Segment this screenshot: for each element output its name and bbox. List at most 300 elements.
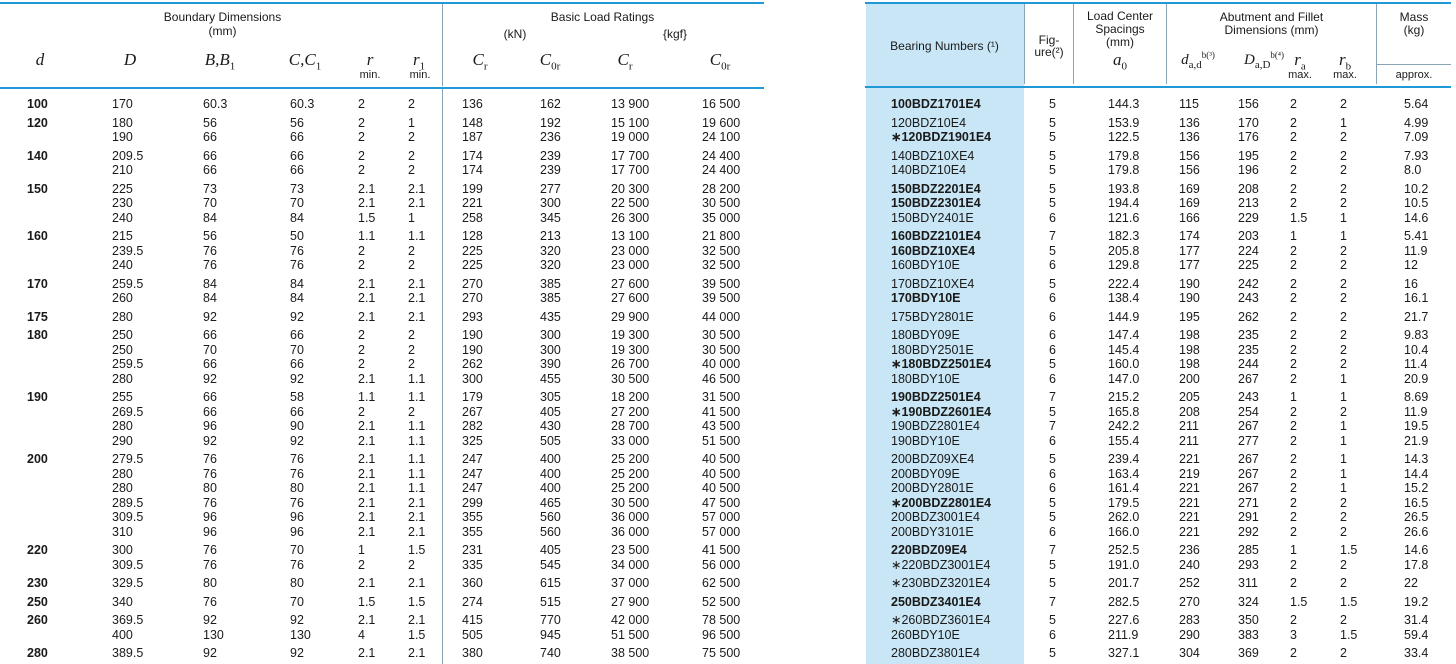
cell-fig: 5 — [1049, 646, 1056, 660]
cell-ra: 2 — [1290, 510, 1297, 524]
cell-Da: 195 — [1238, 148, 1259, 163]
table-row — [865, 182, 1451, 196]
cell-D: 190 — [112, 130, 133, 144]
cell-Cr: 355 — [462, 510, 483, 524]
cell-bn: ∗120BDZ1901E4 — [891, 130, 992, 144]
cell-C0rk: 51 500 — [702, 433, 741, 448]
cell-Da: 267 — [1238, 481, 1259, 495]
cell-ra: 2 — [1290, 371, 1297, 386]
table-row — [0, 277, 764, 291]
cell-r: 2.1 — [358, 419, 376, 433]
cell-r1: 1.1 — [408, 390, 426, 404]
cell-B: 60.3 — [203, 97, 228, 111]
cell-C: 66 — [290, 328, 304, 342]
table-row — [0, 434, 764, 448]
cell-d: 220 — [27, 543, 48, 557]
cell-bn: ∗220BDZ3001E4 — [891, 557, 991, 572]
cell-B: 76 — [203, 557, 217, 572]
cell-rb: 1 — [1340, 115, 1347, 130]
cell-B: 66 — [203, 404, 217, 419]
cell-r1: 1 — [408, 210, 415, 225]
cell-C: 70 — [290, 543, 304, 557]
cell-d: 230 — [27, 576, 48, 590]
cell-r: 2.1 — [358, 196, 376, 210]
table-row — [865, 211, 1451, 225]
cell-Crk: 23 000 — [611, 258, 650, 272]
cell-fig: 5 — [1049, 97, 1056, 111]
cell-bn: ∗190BDZ2601E4 — [891, 404, 992, 419]
cell-Crk: 38 500 — [611, 646, 650, 660]
cell-D: 240 — [112, 258, 133, 272]
cell-C0r: 390 — [540, 357, 561, 371]
cell-Cr: 267 — [462, 404, 483, 419]
table-row — [0, 419, 764, 433]
cell-fig: 7 — [1049, 543, 1056, 557]
cell-r: 2.1 — [358, 646, 376, 660]
cell-bn: 160BDY10E — [891, 258, 960, 272]
cell-fig: 6 — [1049, 433, 1056, 448]
cell-Cr: 190 — [462, 342, 483, 357]
cell-Da: 369 — [1238, 646, 1259, 660]
cell-bn: 100BDZ1701E4 — [891, 97, 981, 111]
cell-r: 2.1 — [358, 576, 376, 590]
cell-fig: 6 — [1049, 309, 1056, 324]
cell-ra: 2 — [1290, 576, 1297, 590]
cell-Da: 285 — [1238, 543, 1259, 557]
cell-da: 198 — [1179, 342, 1200, 357]
cell-d: 100 — [27, 97, 48, 111]
cell-r: 2.1 — [358, 510, 376, 524]
cell-mass: 9.83 — [1404, 328, 1429, 342]
cell-Crk: 26 300 — [611, 210, 650, 225]
cell-Da: 235 — [1238, 342, 1259, 357]
cell-Cr: 148 — [462, 115, 483, 130]
cell-fig: 6 — [1049, 481, 1056, 495]
cell-mass: 12 — [1404, 258, 1418, 272]
cell-d: 175 — [27, 309, 48, 324]
cell-da: 221 — [1179, 495, 1200, 510]
cell-fig: 5 — [1049, 196, 1056, 210]
cell-Cr: 293 — [462, 309, 483, 324]
cell-rb: 2 — [1340, 291, 1347, 305]
cell-rb: 2 — [1340, 181, 1347, 196]
cell-fig: 7 — [1049, 390, 1056, 404]
cell-da: 198 — [1179, 357, 1200, 371]
cell-a0: 153.9 — [1108, 115, 1140, 130]
col-Cr-kgf: $C_r$ — [617, 50, 633, 73]
cell-r: 1.1 — [358, 229, 376, 243]
cell-ra: 2 — [1290, 404, 1297, 419]
cell-mass: 10.4 — [1404, 342, 1429, 357]
cell-r: 2.1 — [358, 433, 376, 448]
cell-C: 84 — [290, 210, 304, 225]
cell-d: 250 — [27, 594, 48, 609]
figure-header-1: Fig- — [1038, 33, 1060, 47]
table-row — [0, 97, 764, 111]
table-row — [865, 357, 1451, 371]
col-D: D — [123, 50, 137, 69]
cell-C0rk: 52 500 — [702, 594, 741, 609]
cell-Cr: 274 — [462, 594, 483, 609]
cell-D: 250 — [112, 328, 133, 342]
cell-B: 84 — [203, 210, 217, 225]
cell-d: 140 — [27, 148, 48, 163]
cell-mass: 19.2 — [1404, 594, 1429, 609]
cell-Cr: 325 — [462, 433, 483, 448]
cell-C: 56 — [290, 115, 304, 130]
cell-C0rk: 46 500 — [702, 371, 741, 386]
cell-D: 280 — [112, 371, 133, 386]
cell-Cr: 247 — [462, 481, 483, 495]
cell-Da: 243 — [1238, 390, 1259, 404]
cell-C0r: 945 — [540, 627, 561, 642]
col-C: $C,C_1$ — [288, 50, 322, 73]
table-row — [865, 97, 1451, 111]
cell-rb: 2 — [1340, 258, 1347, 272]
cell-r1: 1.5 — [408, 543, 426, 557]
cell-r1: 2 — [408, 130, 415, 144]
cell-d: 200 — [27, 452, 48, 466]
cell-Cr: 258 — [462, 210, 483, 225]
cell-Crk: 13 100 — [611, 229, 650, 243]
cell-da: 169 — [1179, 196, 1200, 210]
cell-ra: 2 — [1290, 342, 1297, 357]
table-row — [0, 372, 764, 386]
cell-bn: 170BDZ10XE4 — [891, 276, 975, 291]
cell-C0rk: 39 500 — [702, 291, 741, 305]
cell-B: 80 — [203, 481, 217, 495]
cell-r: 2 — [358, 258, 365, 272]
cell-a0: 122.5 — [1108, 130, 1140, 144]
cell-ra: 3 — [1290, 627, 1297, 642]
cell-Da: 244 — [1238, 357, 1259, 371]
cell-Da: 235 — [1238, 328, 1259, 342]
cell-C0r: 560 — [540, 510, 561, 524]
cell-B: 76 — [203, 243, 217, 258]
cell-C0rk: 24 400 — [702, 148, 741, 163]
cell-Cr: 335 — [462, 557, 483, 572]
cell-fig: 5 — [1049, 404, 1056, 419]
cell-B: 70 — [203, 196, 217, 210]
col-Da-Db: $D_{a,D}^{b(^4)}$ — [1243, 50, 1285, 71]
cell-ra: 1 — [1290, 543, 1297, 557]
cell-B: 92 — [203, 309, 217, 324]
table-row — [0, 116, 764, 130]
cell-rb: 2 — [1340, 342, 1347, 357]
table-row — [0, 357, 764, 371]
cell-Cr: 247 — [462, 452, 483, 466]
cell-r1: 2 — [408, 258, 415, 272]
header-rule — [0, 87, 764, 89]
cell-ra: 2 — [1290, 613, 1297, 627]
table-row — [0, 613, 764, 627]
cell-mass: 14.3 — [1404, 452, 1429, 466]
cell-a0: 222.4 — [1108, 276, 1140, 291]
cell-C0r: 740 — [540, 646, 561, 660]
cell-C: 90 — [290, 419, 304, 433]
cell-r: 1 — [358, 543, 365, 557]
cell-Da: 267 — [1238, 452, 1259, 466]
cell-D: 280 — [112, 419, 133, 433]
cell-rb: 1.5 — [1340, 543, 1358, 557]
cell-da: 174 — [1179, 229, 1200, 243]
cell-fig: 5 — [1049, 452, 1056, 466]
cell-fig: 6 — [1049, 524, 1056, 539]
table-row — [0, 211, 764, 225]
cell-fig: 5 — [1049, 495, 1056, 510]
table-row — [0, 258, 764, 272]
cell-da: 221 — [1179, 452, 1200, 466]
cell-C0r: 236 — [540, 130, 561, 144]
cell-C0rk: 44 000 — [702, 309, 741, 324]
table-row — [0, 291, 764, 305]
cell-C0rk: 78 500 — [702, 613, 741, 627]
cell-da: 169 — [1179, 181, 1200, 196]
cell-Da: 267 — [1238, 371, 1259, 386]
cell-r: 2 — [358, 328, 365, 342]
cell-da: 236 — [1179, 543, 1200, 557]
cell-r1: 1.1 — [408, 433, 426, 448]
col-r: r — [366, 50, 374, 69]
cell-D: 280 — [112, 309, 133, 324]
cell-C0rk: 35 000 — [702, 210, 741, 225]
table-row — [0, 525, 764, 539]
cell-mass: 14.6 — [1404, 543, 1429, 557]
cell-bn: 150BDZ2301E4 — [891, 196, 981, 210]
cell-D: 290 — [112, 433, 133, 448]
cell-Da: 293 — [1238, 557, 1259, 572]
cell-a0: 121.6 — [1108, 210, 1140, 225]
cell-r: 1.1 — [358, 390, 376, 404]
table-row — [0, 576, 764, 590]
cell-ra: 2 — [1290, 419, 1297, 433]
abutment-header-1: Abutment and Fillet — [1219, 10, 1324, 24]
table-row — [0, 496, 764, 510]
cell-rb: 2 — [1340, 557, 1347, 572]
cell-da: 190 — [1179, 276, 1200, 291]
cell-da: 283 — [1179, 613, 1200, 627]
cell-mass: 26.6 — [1404, 524, 1429, 539]
cell-C: 76 — [290, 243, 304, 258]
table-row — [865, 419, 1451, 433]
load-unit-kgf: {kgf} — [662, 27, 688, 41]
cell-fig: 6 — [1049, 371, 1056, 386]
cell-ra: 2 — [1290, 97, 1297, 111]
cell-a0: 211.9 — [1108, 627, 1139, 642]
cell-B: 66 — [203, 130, 217, 144]
cell-B: 66 — [203, 357, 217, 371]
cell-C0r: 320 — [540, 258, 561, 272]
cell-B: 80 — [203, 576, 217, 590]
cell-fig: 7 — [1049, 229, 1056, 243]
cell-da: 221 — [1179, 481, 1200, 495]
top-rule — [0, 2, 764, 4]
cell-r1: 2 — [408, 328, 415, 342]
cell-rb: 2 — [1340, 328, 1347, 342]
cell-C: 130 — [290, 627, 311, 642]
cell-D: 215 — [112, 229, 133, 243]
cell-C: 84 — [290, 276, 304, 291]
table-row — [865, 405, 1451, 419]
cell-Da: 311 — [1238, 576, 1258, 590]
cell-r1: 2 — [408, 357, 415, 371]
cell-Da: 254 — [1238, 404, 1259, 419]
cell-C0rk: 40 500 — [702, 481, 741, 495]
cell-C: 66 — [290, 148, 304, 163]
col-r1: $r_1$ — [412, 50, 426, 73]
cell-C: 92 — [290, 433, 304, 448]
cell-ra: 2 — [1290, 646, 1297, 660]
cell-a0: 147.4 — [1108, 328, 1140, 342]
cell-Cr: 174 — [462, 163, 483, 177]
cell-fig: 6 — [1049, 210, 1056, 225]
cell-D: 280 — [112, 481, 133, 495]
cell-C0r: 162 — [540, 97, 561, 111]
cell-Cr: 225 — [462, 243, 483, 258]
cell-rb: 2 — [1340, 404, 1347, 419]
cell-rb: 2 — [1340, 130, 1347, 144]
cell-B: 76 — [203, 543, 217, 557]
cell-d: 120 — [27, 115, 48, 130]
cell-da: 240 — [1179, 557, 1200, 572]
cell-C0r: 770 — [540, 613, 561, 627]
cell-C: 70 — [290, 342, 304, 357]
cell-a0: 282.5 — [1108, 594, 1140, 609]
cell-bn: 200BDZ3001E4 — [891, 510, 980, 524]
cell-mass: 33.4 — [1404, 646, 1429, 660]
cell-Cr: 187 — [462, 130, 483, 144]
cell-Crk: 33 000 — [611, 433, 650, 448]
cell-r: 2.1 — [358, 181, 376, 196]
cell-r: 2 — [358, 404, 365, 419]
cell-C: 58 — [290, 390, 304, 404]
cell-r1: 2.1 — [408, 309, 426, 324]
cell-bn: 160BDZ10XE4 — [891, 243, 976, 258]
cell-mass: 21.9 — [1404, 433, 1429, 448]
cell-Crk: 19 300 — [611, 342, 650, 357]
cell-a0: 160.0 — [1108, 357, 1140, 371]
cell-C0r: 455 — [540, 371, 561, 386]
cell-r: 2 — [358, 115, 365, 130]
cell-r1: 2.1 — [408, 276, 426, 291]
cell-fig: 5 — [1049, 243, 1056, 258]
table-row — [0, 310, 764, 324]
table-row — [0, 452, 764, 466]
cell-D: 309.5 — [112, 510, 144, 524]
col-B: $B,B_1$ — [204, 50, 236, 73]
cell-C0rk: 40 500 — [702, 466, 741, 481]
table-row — [865, 277, 1451, 291]
cell-fig: 5 — [1049, 181, 1056, 196]
cell-fig: 5 — [1049, 130, 1056, 144]
cell-D: 259.5 — [112, 276, 144, 291]
cell-mass: 19.5 — [1404, 419, 1429, 433]
top-rule-right — [865, 2, 1451, 4]
col-r1-min: min. — [409, 69, 431, 81]
cell-a0: 182.3 — [1108, 229, 1140, 243]
cell-rb: 2 — [1340, 524, 1347, 539]
table-row — [0, 163, 764, 177]
cell-bn: 180BDY09E — [891, 328, 960, 342]
cell-Cr: 136 — [462, 97, 483, 111]
cell-ra: 1.5 — [1290, 210, 1308, 225]
cell-C0r: 277 — [540, 181, 561, 196]
cell-Da: 196 — [1238, 163, 1259, 177]
cell-ra: 2 — [1290, 328, 1297, 342]
cell-rb: 2 — [1340, 196, 1347, 210]
cell-r1: 1.1 — [408, 371, 426, 386]
cell-da: 219 — [1179, 466, 1200, 481]
col-Cr: $C_r$ — [472, 50, 488, 73]
table-row — [0, 328, 764, 342]
cell-D: 400 — [112, 627, 133, 642]
cell-mass: 7.09 — [1404, 130, 1429, 144]
cell-Crk: 18 200 — [611, 390, 650, 404]
cell-C: 66 — [290, 404, 304, 419]
cell-C0r: 465 — [540, 495, 561, 510]
cell-fig: 6 — [1049, 291, 1056, 305]
cell-Da: 156 — [1238, 97, 1259, 111]
table-row — [865, 496, 1451, 510]
cell-a0: 138.4 — [1108, 291, 1140, 305]
cell-Crk: 23 000 — [611, 243, 650, 258]
cell-r: 2.1 — [358, 481, 376, 495]
cell-C0r: 385 — [540, 276, 561, 291]
col-rb-max: max. — [1333, 69, 1357, 81]
cell-B: 76 — [203, 594, 217, 609]
cell-C0r: 239 — [540, 163, 561, 177]
cell-fig: 6 — [1049, 342, 1056, 357]
cell-a0: 193.8 — [1108, 181, 1140, 196]
cell-D: 209.5 — [112, 148, 144, 163]
cell-rb: 1 — [1340, 481, 1347, 495]
cell-Da: 383 — [1238, 627, 1259, 642]
cell-Crk: 23 500 — [611, 543, 650, 557]
cell-D: 225 — [112, 181, 133, 196]
cell-Cr: 128 — [462, 229, 483, 243]
cell-r1: 1.1 — [408, 229, 426, 243]
cell-Cr: 174 — [462, 148, 483, 163]
cell-Crk: 25 200 — [611, 481, 650, 495]
cell-ra: 2 — [1290, 452, 1297, 466]
cell-Crk: 27 200 — [611, 404, 650, 419]
cell-C0rk: 40 000 — [702, 357, 741, 371]
table-row — [865, 628, 1451, 642]
cell-C: 84 — [290, 291, 304, 305]
cell-C: 76 — [290, 495, 304, 510]
cell-mass: 15.2 — [1404, 481, 1429, 495]
cell-mass: 10.5 — [1404, 196, 1429, 210]
cell-rb: 2 — [1340, 613, 1347, 627]
cell-ra: 1.5 — [1290, 594, 1308, 609]
table-row — [0, 646, 764, 660]
cell-bn: 140BDZ10E4 — [891, 163, 967, 177]
cell-a0: 147.0 — [1108, 371, 1140, 386]
table-row — [865, 595, 1451, 609]
cell-a0: 179.8 — [1108, 148, 1140, 163]
cell-bn: 190BDZ2801E4 — [891, 419, 980, 433]
cell-C0rk: 30 500 — [702, 196, 741, 210]
cell-bn: 140BDZ10XE4 — [891, 148, 975, 163]
cell-mass: 22 — [1404, 576, 1418, 590]
boundary-title: Boundary Dimensions — [163, 10, 282, 24]
cell-fig: 5 — [1049, 276, 1056, 291]
cell-r1: 2 — [408, 404, 415, 419]
cell-D: 289.5 — [112, 495, 144, 510]
table-row — [0, 182, 764, 196]
cell-r1: 1.1 — [408, 419, 426, 433]
cell-Da: 267 — [1238, 466, 1259, 481]
